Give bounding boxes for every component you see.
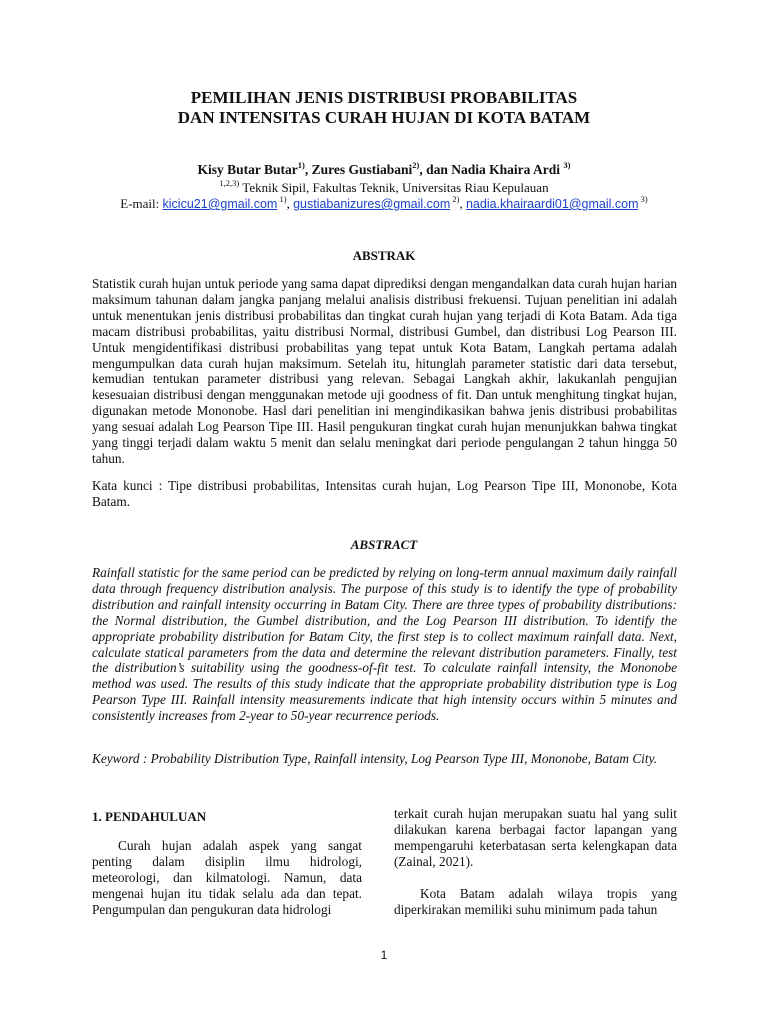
paragraph: terkait curah hujan merupakan suatu hal yang sulit dilakukan karena berbagai factor lapangan yang mempengaruhi keterbatasan serta kelengkapan data (Zainal, 2021).: [394, 806, 677, 869]
author-affiliation-mark: 3): [563, 159, 571, 170]
author-affiliation-mark: 1): [297, 159, 305, 170]
email-separator: ,: [459, 196, 466, 211]
author-separator: , dan: [419, 162, 452, 177]
email-link[interactable]: nadia.khairaardi01@gmail.com: [465, 197, 639, 211]
abstract-heading: ABSTRACT: [350, 537, 418, 552]
page-number: 1: [380, 948, 388, 962]
email-separator: ,: [286, 196, 294, 211]
author-name: Kisy Butar Butar: [197, 162, 298, 177]
affiliation-mark: 1,2,3): [219, 177, 240, 188]
paragraph: Kota Batam adalah wilaya tropis yang diperkirakan memiliki suhu minimum pada tahun: [394, 885, 677, 917]
author-affiliation-mark: 2): [412, 159, 420, 170]
title-line-1: PEMILIHAN JENIS DISTRIBUSI PROBABILITAS: [190, 88, 578, 107]
email-mark: 2): [450, 193, 460, 204]
left-column: [92, 838, 362, 918]
section-heading: 1. PENDAHULUAN: [92, 809, 207, 824]
title-line-2: DAN INTENSITAS CURAH HUJAN DI KOTA BATAM: [177, 108, 591, 127]
abstrak-body: Statistik curah hujan untuk periode yang sama dapat diprediksi dengan mengandalkan data curah hujan harian maksimum tahunan dalam jangka panjang melalui analisis distribusi frekuensi. Tujuan penelitian ini adalah untuk menentukan jenis distribusi probabilitas dan tingkat curah hujan yang terjadi di Kota Batam. Ada tiga macam distribusi probabilitas, yaitu distribusi Normal, distribusi Gumbel, dan distribusi Log Pearson III. Untuk mengidentifikasi distribusi probabilitas yang tepat untuk Kota Batam, Langkah pertama adalah mengumpulkan data curah hujan maksimum. Setelah itu, hitunglah parameter statistic dari data tersebut, kemudian tentukan parameter distribusi yang relevan. Sebagai Langkah akhir, lakukanlah pengujian kesesuaian distribusi dengan menggunakan metode uji goodness of fit. Dan untuk menghitung tingkat hujan, digunakan metode Mononobe. Hasl dari penelitian ini mengindikasikan bahwa jenis distribusi probabilitas yang sesuai adalah Log Pearson Tipe III. Hasil pengukuran tingkat curah hujan menunjukkan bahwa tingkat yang tinggi terjadi dalam waktu 5 menit dan selalu meningkat dari periode pengulangan 2 tahun hingga 50 tahun.: [92, 276, 677, 466]
paper-title: [0, 88, 768, 128]
email-mark: 1): [277, 193, 287, 204]
abstrak-keywords: Kata kunci : Tipe distribusi probabilitas, Intensitas curah hujan, Log Pearson Tipe III, Mononobe, Kota Batam.: [92, 478, 677, 509]
affiliation: [0, 177, 768, 196]
author-name: Nadia Khaira Ardi: [451, 162, 564, 177]
paragraph: Curah hujan adalah aspek yang sangat penting dalam disiplin ilmu hidrologi, meteorologi, dan kilmatologi. Namun, data mengenai hujan itu tidak selalu ada dan tepat. Pengumpulan dan pengukuran data hidrologi: [92, 838, 362, 917]
abstract-keywords: Keyword : Probability Distribution Type, Rainfall intensity, Log Pearson Type III, Mononobe, Batam City.: [92, 751, 658, 766]
email-prefix: E-mail:: [120, 196, 163, 211]
abstrak-heading: ABSTRAK: [352, 248, 416, 263]
author-separator: ,: [304, 162, 312, 177]
email-line: [0, 193, 768, 212]
email-mark: 3): [638, 193, 648, 204]
right-column: [394, 806, 677, 917]
affiliation-text: Teknik Sipil, Fakultas Teknik, Universitas Riau Kepulauan: [239, 180, 549, 195]
email-link[interactable]: gustiabanizures@gmail.com: [293, 197, 451, 211]
abstract-body: Rainfall statistic for the same period can be predicted by relying on long-term annual maximum daily rainfall data through frequency distribution analysis. The purpose of this study is to identify the type of probability distribution and rainfall intensity occurring in Batam City. There are three types of probability distributions: the Normal distribution, the Gumbel distribution, and the Log Pearson III distribution. To identify the appropriate probability distribution for Batam City, the first step is to collect maximum rainfall data. Next, calculate statical parameters from the data and determine the relevant distribution parameters. Finally, test the distribution’s suitability using the goodness-of-fit test. To calculate rainfall intensity, the Mononobe method was used. The results of this study indicate that the appropriate probability distribution type is Log Pearson Type III. Rainfall intensity measurements indicate that high intensity occurs within 5 minutes and consistently increases from 2-year to 50-year recurrence periods.: [92, 565, 677, 724]
author-list: [0, 159, 768, 178]
author-name: Zures Gustiabani: [311, 162, 413, 177]
email-link[interactable]: kicicu21@gmail.com: [162, 197, 278, 211]
